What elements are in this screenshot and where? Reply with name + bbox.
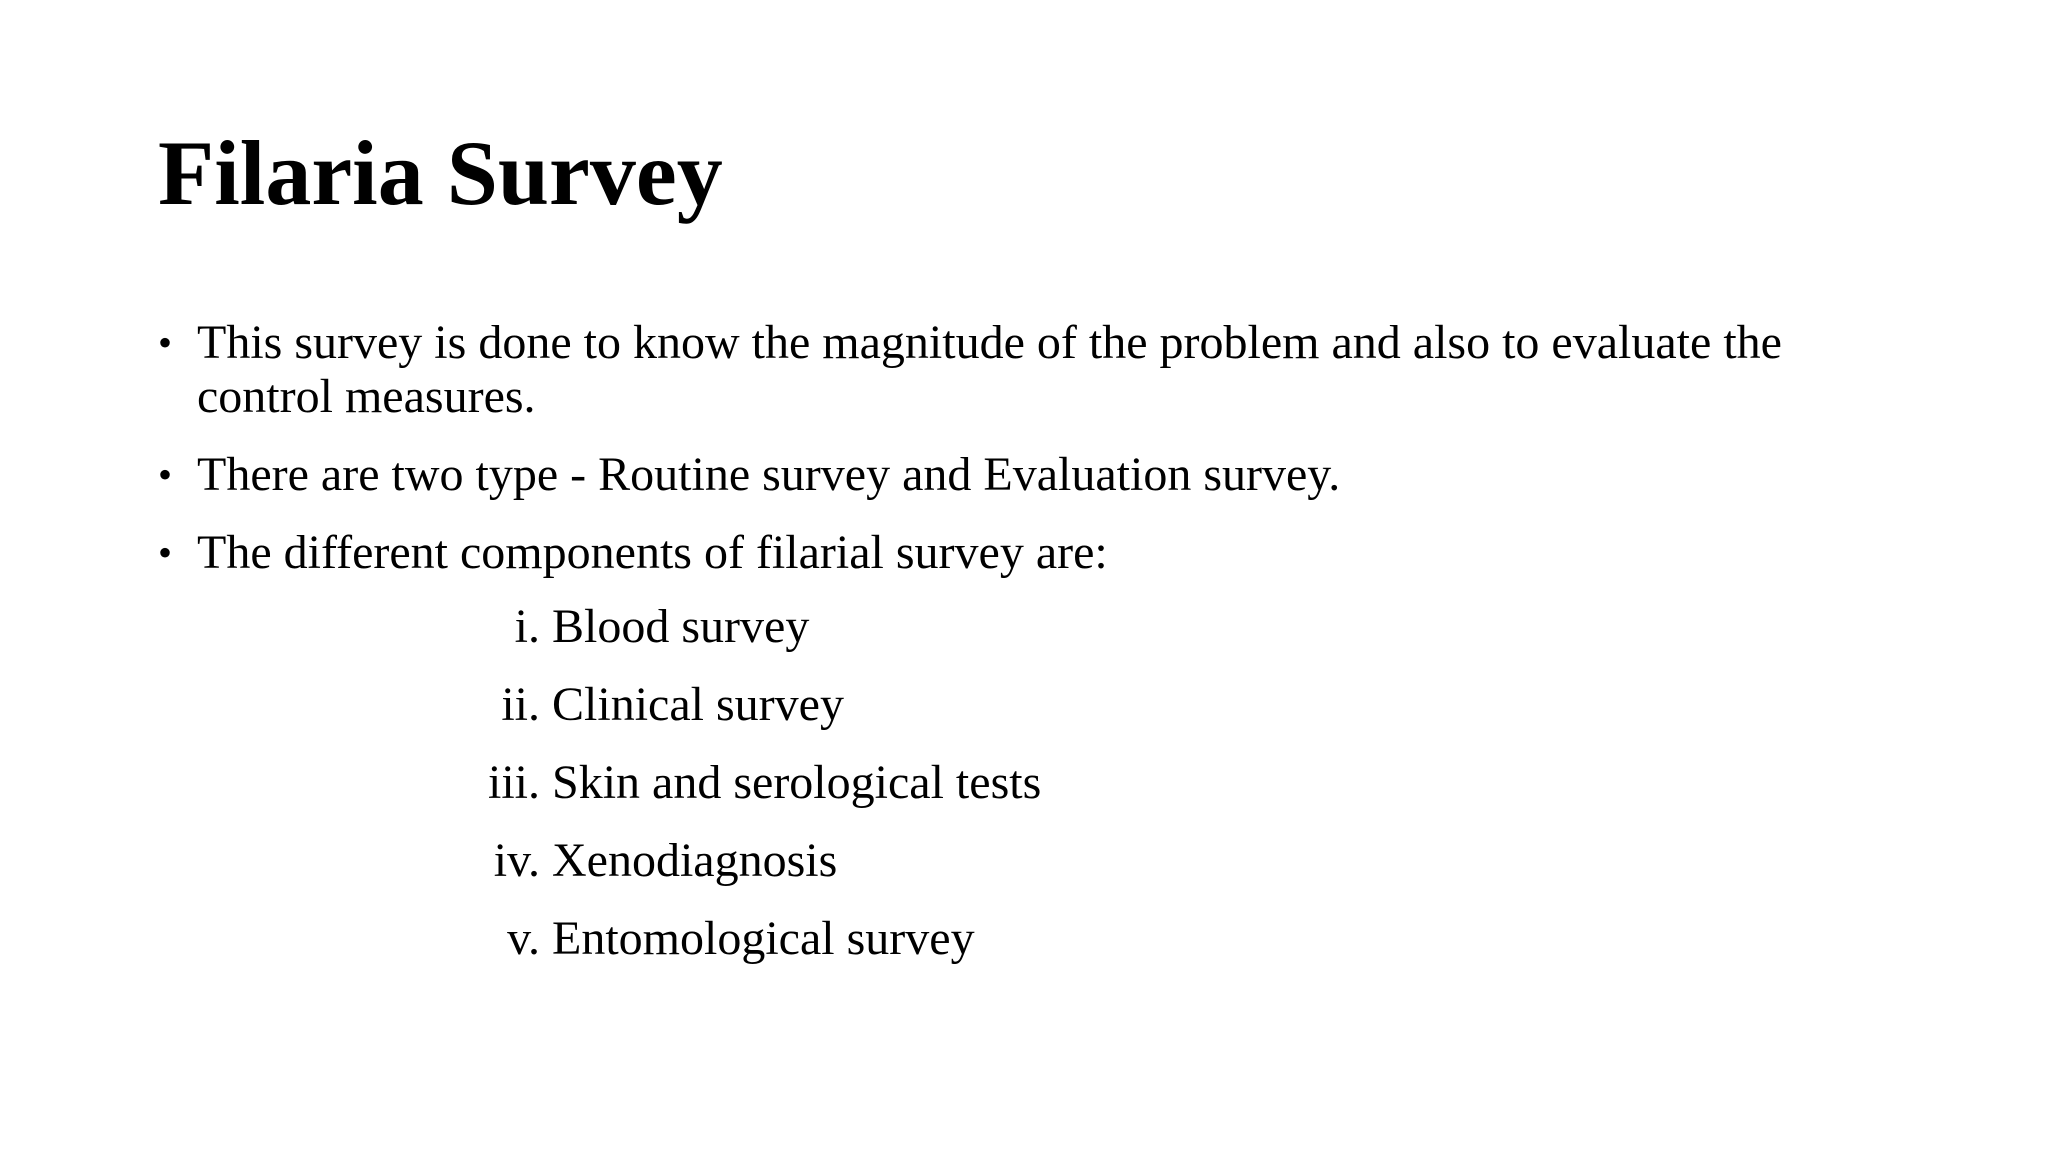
component-item [420, 678, 1041, 756]
bullet-text: This survey is done to know the magnitude of the problem and also to evaluate the control measures. [197, 316, 1782, 423]
component-label: Clinical survey [552, 678, 844, 731]
bullet-dot-icon: • [158, 320, 173, 365]
component-item [420, 912, 1041, 990]
slide-title: Filaria Survey [158, 122, 723, 224]
bullet-list [158, 316, 1918, 604]
component-label: Xenodiagnosis [552, 834, 838, 887]
components-list [420, 600, 1041, 990]
bullet-item [158, 526, 1918, 580]
component-item [420, 756, 1041, 834]
component-item [420, 834, 1041, 912]
bullet-dot-icon: • [158, 452, 173, 497]
component-label: Entomological survey [552, 912, 975, 965]
bullet-item [158, 316, 1918, 424]
component-number: i. [514, 600, 540, 653]
component-label: Blood survey [552, 600, 810, 653]
component-number: ii. [501, 678, 540, 731]
bullet-text: There are two type - Routine survey and Evaluation survey. [197, 448, 1341, 501]
component-label: Skin and serological tests [552, 756, 1042, 809]
component-number: iv. [493, 834, 540, 887]
component-number: iii. [487, 756, 540, 809]
component-item [420, 600, 1041, 678]
bullet-dot-icon: • [158, 530, 173, 575]
bullet-item [158, 448, 1918, 502]
component-number: v. [507, 912, 540, 965]
bullet-text: The different components of filarial survey are: [197, 526, 1108, 579]
